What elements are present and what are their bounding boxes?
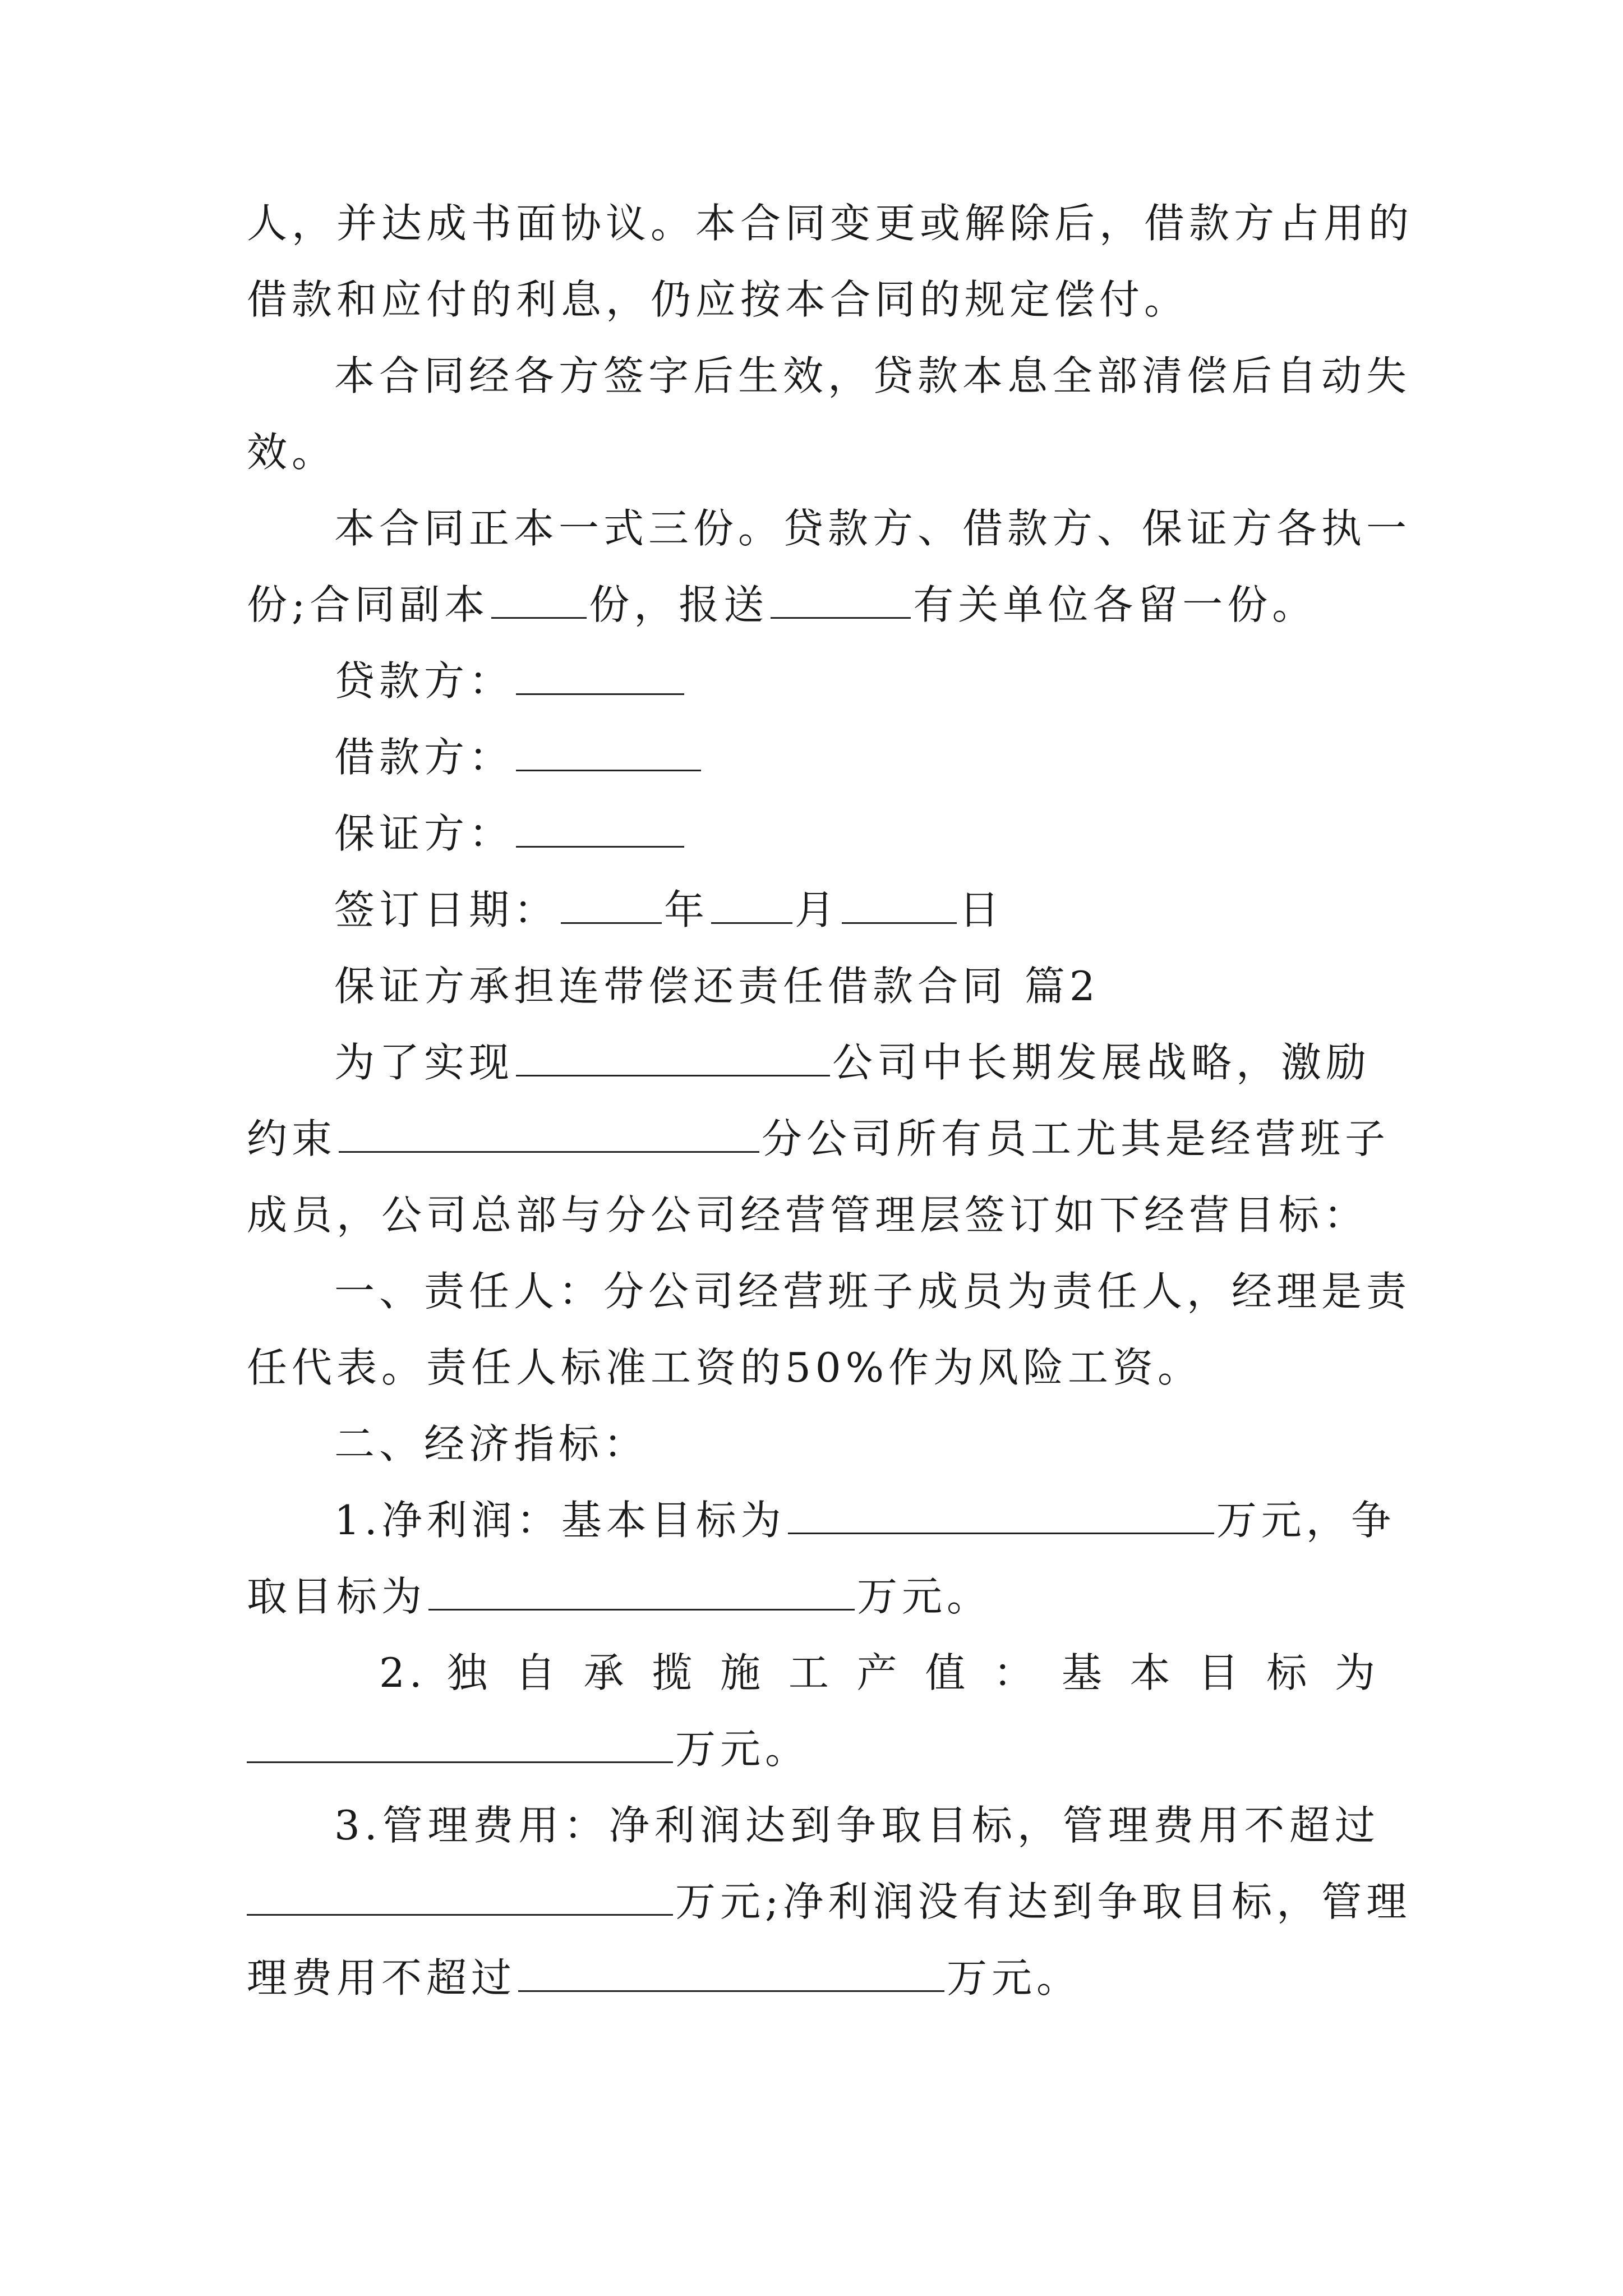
guarantor-signature-line bbox=[247, 795, 1380, 872]
paragraph-line-14: 成员，公司总部与分公司经营管理层签订如下经营目标： bbox=[247, 1191, 1369, 1239]
management-fee-unit: 万元。 bbox=[947, 1954, 1082, 2001]
signing-date-line bbox=[247, 872, 1380, 948]
lender-blank[interactable] bbox=[516, 662, 684, 695]
day-label: 日 bbox=[959, 886, 1004, 933]
paragraph-line-4: 效。 bbox=[247, 429, 337, 476]
paragraph-line-5: 本合同正本一式三份。贷款方、借款方、保证方各执一 bbox=[334, 505, 1412, 552]
paragraph-line-3: 本合同经各方签字后生效，贷款本息全部清偿后自动失 bbox=[334, 352, 1412, 399]
year-blank[interactable] bbox=[561, 891, 662, 924]
paragraph-line-13 bbox=[247, 1101, 1390, 1177]
net-profit-unit: 万元，争 bbox=[1216, 1497, 1396, 1544]
paragraph-line-1: 人，并达成书面协议。本合同变更或解除后，借款方占用的 bbox=[247, 200, 1414, 247]
lender-label: 贷款方： bbox=[334, 657, 514, 705]
management-fee-blank-1[interactable] bbox=[247, 1883, 673, 1916]
management-fee-amount-line bbox=[247, 1864, 1412, 1940]
constrain-label: 约束 bbox=[247, 1115, 337, 1162]
management-fee-blank-2[interactable] bbox=[518, 1959, 944, 1992]
management-fee-limit-label: 理费用不超过 bbox=[247, 1954, 517, 2001]
management-fee-line: 3.管理费用：净利润达到争取目标，管理费用不超过 bbox=[334, 1802, 1380, 1849]
contract-value-line: 2. 独 自 承 揽 施 工 产 值 ： 基 本 目 标 为 bbox=[379, 1649, 1380, 1696]
guarantor-label: 保证方： bbox=[334, 810, 514, 857]
net-profit-target-line bbox=[247, 1558, 1380, 1635]
lender-signature-line bbox=[247, 643, 1380, 719]
section-title: 保证方承担连带偿还责任借款合同 篇2 bbox=[334, 963, 1100, 1010]
year-label: 年 bbox=[664, 886, 709, 933]
borrower-signature-line bbox=[247, 719, 1380, 795]
contract-value-blank[interactable] bbox=[247, 1730, 673, 1763]
management-fee-limit-line bbox=[247, 1940, 1380, 2016]
month-label: 月 bbox=[795, 886, 840, 933]
day-blank[interactable] bbox=[842, 891, 957, 924]
net-profit-basic-blank[interactable] bbox=[788, 1501, 1214, 1534]
paragraph-line-2: 借款和应付的利息，仍应按本合同的规定偿付。 bbox=[247, 276, 1189, 323]
target-label: 取目标为 bbox=[247, 1573, 427, 1620]
management-fee-text: 万元;净利润没有达到争取目标，管理 bbox=[675, 1878, 1412, 1925]
net-profit-line bbox=[247, 1482, 1396, 1558]
report-blank[interactable] bbox=[771, 586, 911, 619]
realize-label: 为了实现 bbox=[334, 1039, 514, 1086]
guarantor-blank[interactable] bbox=[516, 815, 684, 848]
paragraph-line-16: 任代表。责任人标准工资的50%作为风险工资。 bbox=[247, 1344, 1203, 1391]
units-label: 有关单位各留一份。 bbox=[913, 581, 1317, 628]
company-blank[interactable] bbox=[516, 1043, 830, 1076]
target-unit: 万元。 bbox=[857, 1573, 992, 1620]
month-blank[interactable] bbox=[711, 891, 792, 924]
copies-blank[interactable] bbox=[491, 586, 587, 619]
paragraph-line-15: 一、责任人：分公司经营班子成员为责任人，经理是责 bbox=[334, 1268, 1412, 1315]
contract-value-amount-line bbox=[247, 1711, 1380, 1787]
borrower-blank[interactable] bbox=[516, 738, 701, 771]
strategy-text: 公司中长期发展战略，激励 bbox=[832, 1039, 1371, 1086]
net-profit-label: 1.净利润：基本目标为 bbox=[334, 1497, 786, 1544]
net-profit-target-blank[interactable] bbox=[428, 1577, 855, 1611]
borrower-label: 借款方： bbox=[334, 734, 514, 781]
copies-label: 份;合同副本 bbox=[247, 581, 490, 628]
signing-date-label: 签订日期： bbox=[334, 886, 559, 933]
branch-blank[interactable] bbox=[339, 1120, 759, 1153]
paragraph-line-6 bbox=[247, 567, 1380, 643]
document-body bbox=[247, 185, 1414, 2016]
branch-text: 分公司所有员工尤其是经营班子 bbox=[762, 1115, 1390, 1162]
report-label: 份，报送 bbox=[589, 581, 769, 628]
economic-indicators-heading: 二、经济指标： bbox=[334, 1420, 649, 1467]
contract-value-unit: 万元。 bbox=[675, 1726, 810, 1773]
paragraph-line-12 bbox=[247, 1024, 1380, 1101]
